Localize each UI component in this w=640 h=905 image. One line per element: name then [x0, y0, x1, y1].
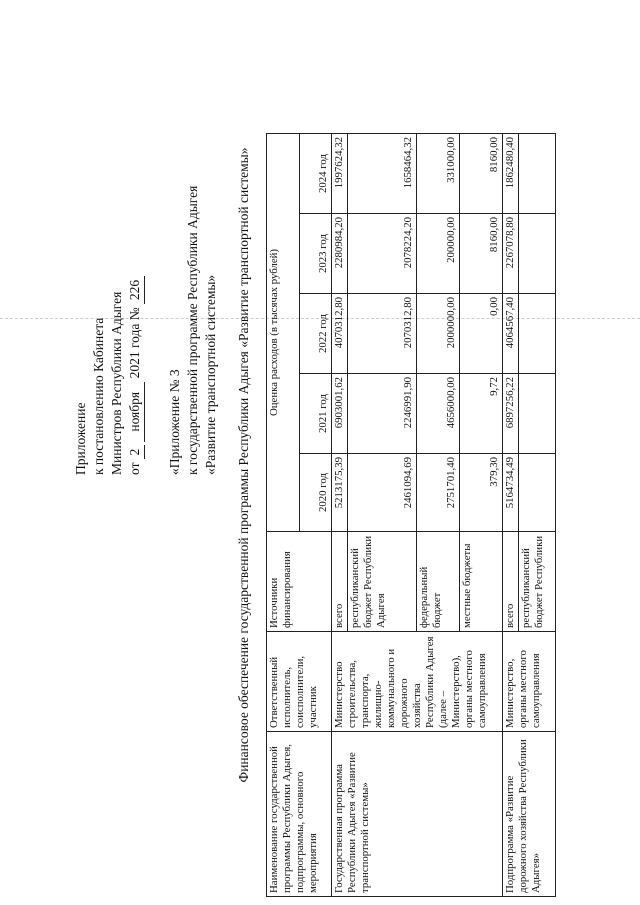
value-cell: 2246991,90 — [348, 374, 417, 454]
value-cell: 4064567,40 — [503, 294, 519, 374]
value-cell: 1658464,32 — [348, 134, 417, 214]
header-day: 2 — [126, 445, 145, 459]
value-cell: 379,30 — [460, 454, 503, 532]
header-from: от — [127, 462, 142, 475]
value-cell: 4656000,00 — [417, 374, 460, 454]
value-cell — [519, 214, 556, 294]
value-cell: 5213175,39 — [332, 454, 348, 532]
year-cell: 2022 год — [299, 294, 332, 374]
value-cell: 331000,00 — [417, 134, 460, 214]
appendix-line: «Приложение № 3 — [167, 369, 182, 475]
value-cell: 2000000,00 — [417, 294, 460, 374]
year-cell: 2024 год — [299, 134, 332, 214]
source-cell: местные бюджеты — [460, 532, 503, 632]
value-cell: 0,00 — [460, 294, 503, 374]
program-name-cell: Государственная программа Республики Адыгея «Развитие транспортной системы» — [332, 732, 503, 897]
header-line: Министров Республики Адыгея — [109, 291, 124, 475]
value-cell: 1997624,32 — [332, 134, 348, 214]
value-cell: 8160,00 — [460, 134, 503, 214]
value-cell: 9,72 — [460, 374, 503, 454]
header-line: Приложение — [73, 402, 88, 475]
value-cell: 2078224,20 — [348, 214, 417, 294]
source-cell: федеральный бюджет — [417, 532, 460, 632]
table-row — [503, 134, 519, 897]
header-year: 2021 года № — [127, 307, 142, 379]
header-month: ноября — [126, 382, 145, 442]
header-name-cell: Наименование государственной программы Республики Адыгея, подпрограммы, основного мероприятия — [267, 732, 332, 897]
header-date-line — [126, 276, 145, 475]
source-cell: республиканский бюджет Республики — [519, 532, 556, 632]
value-cell: 5164734,49 — [503, 454, 519, 532]
value-cell: 2280984,20 — [332, 214, 348, 294]
header-source-cell: Источники финансирования — [267, 532, 332, 632]
year-cell: 2023 год — [299, 214, 332, 294]
value-cell — [519, 454, 556, 532]
program-exec-cell: Министерство строительства, транспорта, жилищно-коммунального и дорожного хозяйства Республики Адыгея (далее – Министерство), органы местного самоуправления — [332, 632, 503, 732]
header-line: к постановлению Кабинета — [91, 317, 106, 475]
source-cell: всего — [503, 532, 519, 632]
year-cell: 2020 год — [299, 454, 332, 532]
value-cell: 2751701,40 — [417, 454, 460, 532]
header-exec-cell: Ответственный исполнитель, соисполнители, участник — [267, 632, 332, 732]
value-cell: 2461094,69 — [348, 454, 417, 532]
value-cell — [519, 134, 556, 214]
value-cell — [519, 294, 556, 374]
value-cell: 8160,00 — [460, 214, 503, 294]
appendix-line: к государственной программе Республики Адыгея — [185, 185, 200, 475]
value-cell: 200000,00 — [417, 214, 460, 294]
value-cell: 4070312,80 — [332, 294, 348, 374]
resolution-header — [72, 276, 145, 475]
table-row — [332, 134, 348, 897]
value-cell: 6897256,22 — [503, 374, 519, 454]
source-cell: всего — [332, 532, 348, 632]
value-cell: 6903001,62 — [332, 374, 348, 454]
header-estimate-cell: Оценка расходов (в тысячах рублей) — [267, 134, 300, 532]
appendix-line: «Развитие транспортной системы» — [203, 274, 218, 475]
subprogram-exec-cell: Министерство, органы местного самоуправления — [503, 632, 556, 732]
value-cell: 2070312,80 — [348, 294, 417, 374]
document-title: Финансовое обеспечение государственной программы Республики Адыгея «Развитие транспортной системы» — [236, 147, 251, 783]
value-cell: 2267078,80 — [503, 214, 519, 294]
value-cell: 1862480,40 — [503, 134, 519, 214]
header-number: 226 — [126, 276, 145, 304]
financing-table — [266, 133, 556, 897]
value-cell — [519, 374, 556, 454]
source-cell: республиканский бюджет Республики Адыгея — [348, 532, 417, 632]
year-cell: 2021 год — [299, 374, 332, 454]
subprogram-name-cell: Подпрограмма «Развитие дорожного хозяйства Республики Адыгея» — [503, 732, 556, 897]
table-header-row — [267, 134, 300, 897]
appendix-header — [166, 186, 220, 475]
